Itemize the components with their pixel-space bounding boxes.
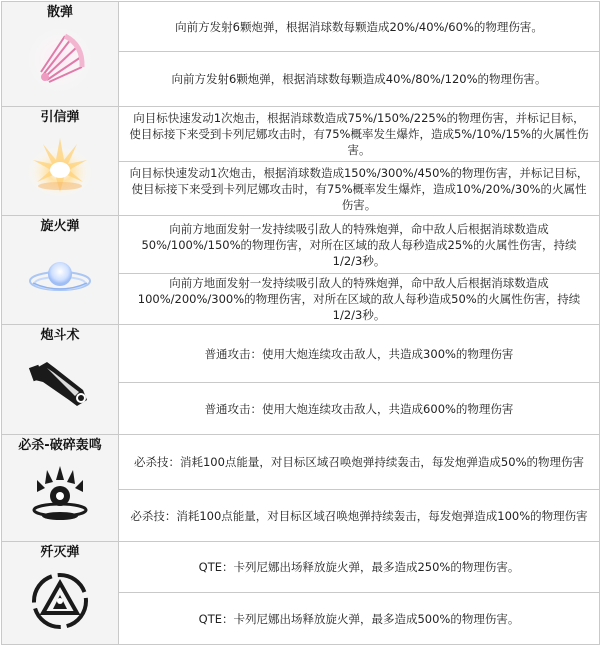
explosion-burst-icon — [25, 130, 95, 200]
skill-description: 向目标快速发动1次炮击，根据消球数造成75%/150%/225%的物理伤害，并标记目标，使目标接下来受到卡列尼娜攻击时，有75%概率发生爆炸，造成5%/10%/15%的火属性伤害。 — [119, 107, 600, 162]
table-row — [2, 325, 600, 383]
cannon-arm-icon — [25, 348, 95, 418]
skill-name: 引信弹 — [40, 110, 80, 125]
table-row — [2, 435, 600, 490]
skills-table — [1, 1, 600, 645]
table-row — [2, 542, 600, 593]
fan-spread-shot-icon — [25, 25, 95, 95]
skill-name-cell — [2, 107, 119, 216]
skill-name-cell — [2, 216, 119, 325]
skill-description: 向目标快速发动1次炮击，根据消球数造成150%/300%/450%的物理伤害，并标记目标，使目标接下来受到卡列尼娜攻击时，有75%概率发生爆炸，造成10%/20%/30%的火属性伤害。 — [119, 162, 600, 216]
skill-description: 向前方地面发射一发持续吸引敌人的特殊炮弹，命中敌人后根据消球数造成100%/200%/300%的物理伤害，对所在区域的敌人每秒造成50%的火属性伤害，持续1/2/3秒。 — [119, 274, 600, 325]
skill-description: 普通攻击：使用大炮连续攻击敌人，共造成600%的物理伤害 — [119, 383, 600, 435]
skill-name: 歼灭弹 — [40, 545, 80, 560]
skill-description: QTE：卡列尼娜出场释放旋火弹，最多造成500%的物理伤害。 — [119, 593, 600, 645]
crown-impact-icon — [25, 458, 95, 528]
table-row — [2, 2, 600, 52]
skill-description: 必杀技：消耗100点能量，对目标区域召唤炮弹持续轰击，每发炮弹造成100%的物理伤害 — [119, 490, 600, 542]
skill-name-cell — [2, 325, 119, 435]
skill-description: 必杀技：消耗100点能量，对目标区域召唤炮弹持续轰击，每发炮弹造成50%的物理伤害 — [119, 435, 600, 490]
skill-name: 炮斗术 — [40, 328, 80, 343]
triangle-ring-icon — [25, 565, 95, 635]
skill-name-cell — [2, 542, 119, 645]
skill-name: 散弹 — [46, 5, 73, 20]
skill-name-cell — [2, 2, 119, 107]
skill-description: 向前方发射6颗炮弹，根据消球数每颗造成40%/80%/120%的物理伤害。 — [119, 52, 600, 107]
table-row — [2, 107, 600, 162]
skill-name: 旋火弹 — [40, 219, 80, 234]
skill-description: 普通攻击：使用大炮连续攻击敌人，共造成300%的物理伤害 — [119, 325, 600, 383]
skill-name: 必杀-破碎轰鸣 — [18, 438, 102, 453]
skill-description: 向前方发射6颗炮弹，根据消球数每颗造成20%/40%/60%的物理伤害。 — [119, 2, 600, 52]
skill-description: QTE：卡列尼娜出场释放旋火弹，最多造成250%的物理伤害。 — [119, 542, 600, 593]
table-row — [2, 216, 600, 274]
skill-description: 向前方地面发射一发持续吸引敌人的特殊炮弹，命中敌人后根据消球数造成50%/100%/150%的物理伤害，对所在区域的敌人每秒造成25%的火属性伤害，持续1/2/3秒。 — [119, 216, 600, 274]
skill-name-cell — [2, 435, 119, 542]
spinning-orb-icon — [25, 239, 95, 309]
